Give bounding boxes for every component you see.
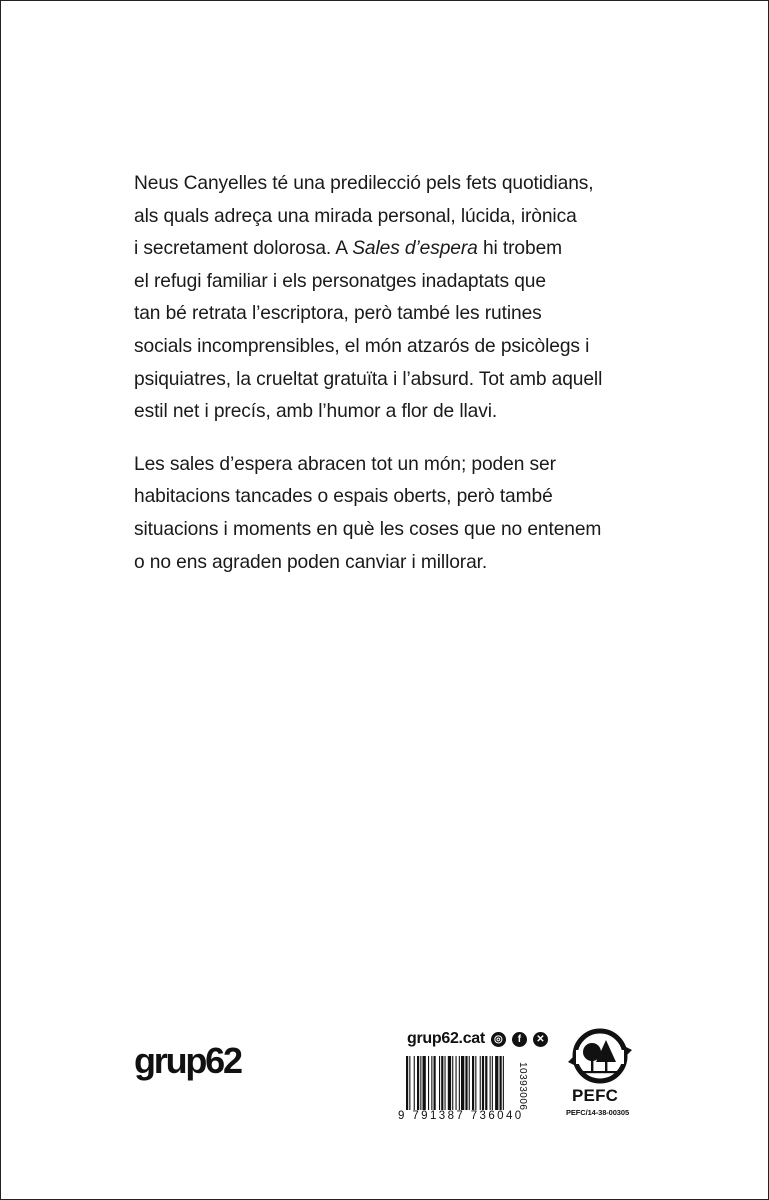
barcode-bar (445, 1056, 446, 1110)
barcode-bar (461, 1056, 464, 1110)
barcode-bar (456, 1056, 457, 1110)
facebook-icon[interactable]: f (512, 1032, 527, 1047)
blurb-paragraph-2 (134, 449, 602, 579)
barcode-side-code: 10393006 (517, 1062, 528, 1111)
barcode-bar (448, 1056, 451, 1110)
publisher-website[interactable]: grup62.cat (407, 1030, 485, 1047)
barcode-bar (490, 1056, 491, 1110)
blurb-line: o no ens agraden poden canviar i millorar. (134, 551, 488, 573)
blurb-line: als quals adreça una mirada personal, lúcida, irònica (134, 205, 577, 227)
barcode-bar (417, 1056, 419, 1110)
x-icon[interactable]: ✕ (533, 1032, 548, 1047)
barcode-bar (431, 1056, 432, 1110)
blurb-paragraph-1 (134, 168, 603, 429)
blurb-line: psiquiatres, la crueltat gratuïta i l’absurd. Tot amb aquell (134, 368, 603, 390)
barcode-bar (472, 1056, 474, 1110)
blurb-line: habitacions tancades o espais oberts, però també (134, 486, 553, 508)
barcode-bar (406, 1056, 408, 1110)
barcode-bar (475, 1056, 476, 1110)
barcode-bar (452, 1056, 453, 1110)
blurb-line: tan bé retrata l’escriptora, però també les rutines (134, 303, 542, 325)
blurb-line: estil net i precís, amb l’humor a flor de llavi. (134, 401, 498, 423)
barcode-bar (428, 1056, 429, 1110)
barcode-bar (465, 1056, 467, 1110)
pefc-certification (566, 1028, 640, 1124)
barcode-bar (420, 1056, 421, 1110)
blurb-text-segment: i secretament dolorosa. A (134, 238, 353, 260)
pefc-code: PEFC/14-38-00305 (566, 1108, 630, 1117)
book-title: Sales d’espera (352, 238, 478, 260)
barcode-bar (495, 1056, 498, 1110)
barcode-bar (482, 1056, 484, 1110)
barcode-bar (439, 1056, 440, 1110)
blurb-line: socials incomprensibles, el món atzarós de psicòlegs i (134, 335, 590, 357)
barcode-bar (409, 1056, 410, 1110)
barcode-bar (423, 1056, 426, 1110)
barcode-bar (469, 1056, 470, 1110)
pefc-label: PEFC (572, 1086, 619, 1105)
blurb-line: Les sales d’espera abracen tot un món; poden ser (134, 453, 556, 475)
blurb-text-segment: hi trobem (477, 238, 563, 260)
pefc-logo-icon (566, 1028, 636, 1086)
barcode-bar (434, 1056, 436, 1110)
barcode-bar (485, 1056, 487, 1110)
blurb-line (134, 233, 574, 266)
instagram-icon[interactable]: ◎ (491, 1032, 506, 1047)
blurb-text (134, 168, 603, 579)
blurb-line: situacions i moments en què les coses que no entenem (134, 518, 602, 540)
isbn-number: 9 791387 736040 (398, 1110, 524, 1122)
blurb-line: el refugi familiar i els personatges inadaptats que (134, 270, 546, 292)
barcode-bar (459, 1056, 460, 1110)
barcode-bar (414, 1056, 415, 1110)
publisher-logo: grup62 (134, 1040, 241, 1081)
publisher-contact (407, 1030, 548, 1048)
barcode-bar (492, 1056, 493, 1110)
barcode-bar (500, 1056, 502, 1110)
blurb-line: Neus Canyelles té una predilecció pels fets quotidians, (134, 173, 594, 194)
barcode-bar (441, 1056, 443, 1110)
barcode-bar (503, 1056, 504, 1110)
barcode-bar (480, 1056, 481, 1110)
